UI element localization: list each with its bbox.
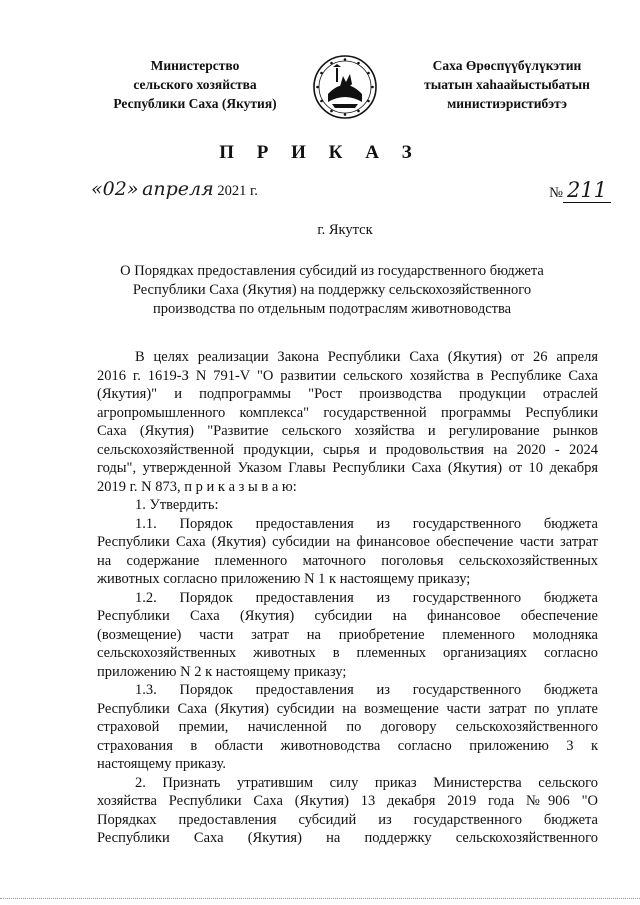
order-date: [91, 178, 258, 200]
body-line: Республики Саха (Якутия) на поддержку сельскохозяйственного: [97, 830, 598, 846]
body-line: 1.1. Порядок предоставления из государственного бюджета: [135, 515, 598, 532]
body-line: Республики Саха (Якутия) субсидии на финансовое обеспечение части затрат: [97, 534, 598, 550]
ministry-name-russian: [100, 56, 290, 113]
body-line: 2019 г. N 873, п р и к а з ы в а ю:: [97, 478, 297, 495]
body-line: хозяйства Республики Саха (Якутия) 13 декабря 2019 года №906 "О: [97, 793, 598, 809]
order-number: [549, 178, 611, 203]
body-line: 1.3. Порядок предоставления из государственного бюджета: [135, 682, 598, 698]
handwritten-day: 02: [102, 178, 127, 200]
body-line: агропромышленного комплекса" государственной программы Республики: [97, 404, 598, 421]
subject-line: Республики Саха (Якутия) на поддержку сельскохозяйственного: [132, 282, 532, 298]
body-line: (возмещение) части затрат на приобретение племенного молодняка: [97, 626, 598, 643]
ministry-line: сельского хозяйства: [133, 77, 257, 92]
body-line: сельскохозяйственных животных в племенных организациях согласно: [97, 645, 598, 661]
order-year: 2021 г.: [217, 183, 258, 199]
order-subject: [112, 262, 552, 319]
body-line: настоящему приказу.: [97, 756, 226, 772]
ministry-line: Саха Өрөспүүбүлүкэтин: [432, 58, 582, 73]
subject-line: производства по отдельным подотраслям животноводства: [152, 301, 512, 317]
body-line: Порядках предоставления субсидий из государственного бюджета: [97, 811, 598, 828]
ministry-line: Республики Саха (Якутия): [113, 96, 277, 111]
page-bottom-divider: [0, 898, 640, 899]
ministry-line: Министерство: [150, 58, 240, 73]
body-line: Саха (Якутия) "Развитие сельского хозяйства и регулирование рынков: [97, 423, 598, 439]
open-quote: «: [91, 178, 103, 200]
sakha-republic-emblem-icon: [312, 54, 378, 120]
letterhead: [0, 56, 640, 126]
subject-line: О Порядках предоставления субсидий из государственного бюджета: [120, 263, 544, 279]
document-title: П Р И К А З: [219, 142, 421, 163]
ministry-line: министиэристибэтэ: [447, 96, 567, 111]
body-line: животных согласно приложению N 1 к настоящему приказу;: [97, 571, 471, 587]
body-line: Республики Саха (Якутия) субсидии на финансовое обеспечение: [97, 608, 598, 624]
ministry-line: тыатын хаһаайыстыбатын: [424, 77, 590, 92]
body-line: (Якутия)" и подпрограммы "Рост производства продукции отраслей: [97, 386, 598, 402]
close-quote: »: [126, 178, 139, 200]
handwritten-number: 211: [566, 178, 608, 202]
body-line: 2016 г. 1619-З N 791-V "О развитии сельского хозяйства в Республике Саха: [97, 367, 598, 384]
body-line: страховой премии, начисленной по договору сельскохозяйственного: [97, 719, 598, 735]
body-line: сельскохозяйственной продукции, сырья и продовольствия на 2020 - 2024: [97, 441, 598, 458]
ministry-name-yakut: [400, 56, 614, 113]
city: г. Якутск: [317, 222, 373, 238]
body-line: 1.2. Порядок предоставления из государственного бюджета: [135, 589, 598, 606]
body-line: 2. Признать утратившим силу приказ Министерства сельского: [135, 774, 598, 791]
order-date-number-row: [91, 178, 611, 208]
body-line: на содержание племенного маточного поголовья сельскохозяйственных: [97, 552, 598, 569]
number-label: №: [549, 185, 563, 201]
body-line: В целях реализации Закона Республики Саха (Якутия) от 26 апреля: [135, 349, 598, 365]
order-body: [97, 348, 598, 848]
body-line: страхования в области животноводства согласно приложению 3 к: [97, 737, 598, 754]
body-line: годы", утвержденной Указом Главы Республики Саха (Якутия) от 10 декабря: [97, 460, 598, 476]
body-line: приложению N 2 к настоящему приказу;: [97, 663, 347, 680]
handwritten-month: апреля: [142, 178, 214, 200]
body-line: Республики Саха (Якутия) субсидии на возмещение части затрат по уплате: [97, 700, 598, 717]
body-line: 1. Утвердить:: [135, 497, 219, 513]
